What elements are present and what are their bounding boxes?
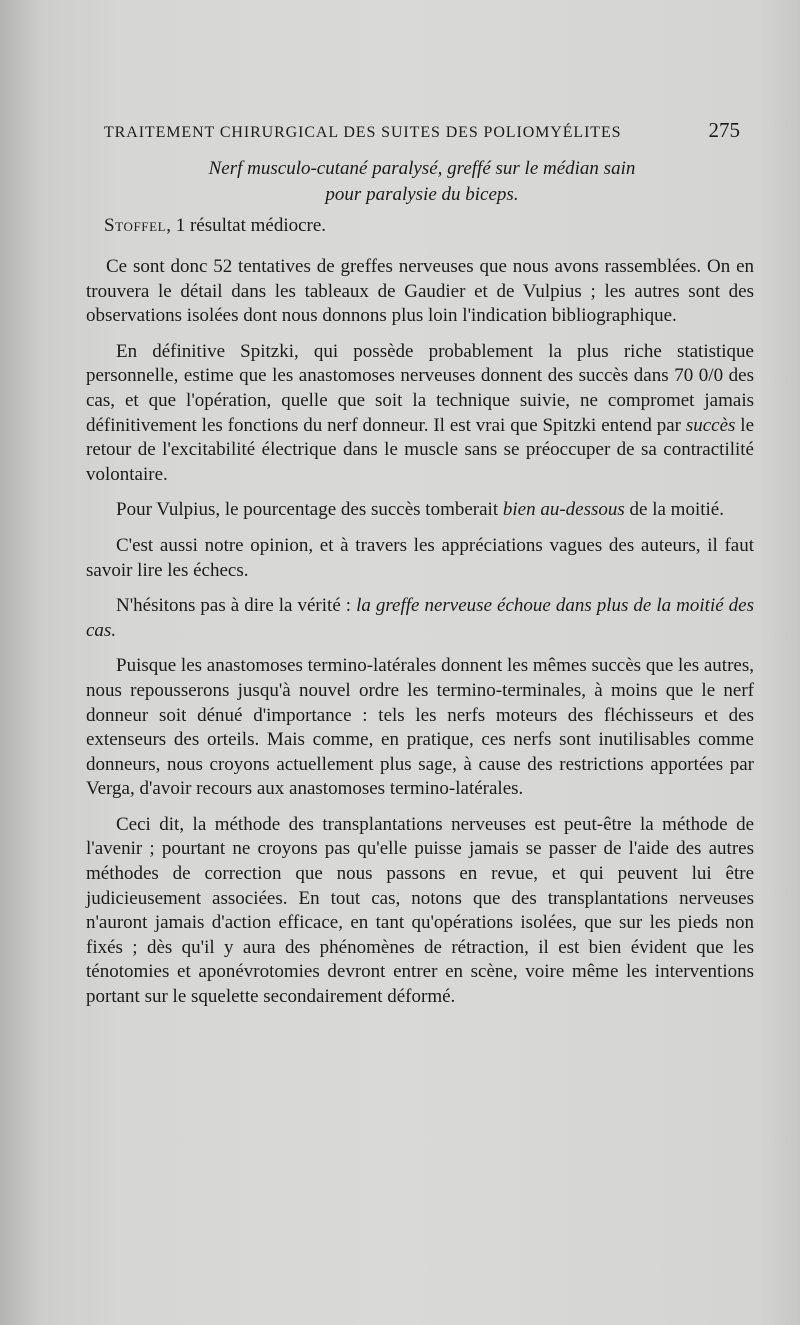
running-title: TRAITEMENT CHIRURGICAL DES SUITES DES POLIOMYÉLITES xyxy=(104,124,622,141)
p2-text-a: En définitive Spitzki, qui possède probablement la plus riche statistique personnelle, estime que les anastomoses nerveuses donnent des succès dans 70 0/0 des cas, et que l'opération, quelle que soit la technique suivie, ne compromet jamais définitivement les fonctions du nerf donneur. Il est vrai que Spitzki entend par xyxy=(86,340,754,436)
author-result: , 1 résultat médiocre. xyxy=(166,215,327,236)
body-text xyxy=(86,255,754,1021)
page-number: 275 xyxy=(708,118,740,142)
subtitle-line-2: pour paralysie du biceps. xyxy=(325,184,519,205)
paragraph-7: Ceci dit, la méthode des transplantations nerveuses est peut-être la méthode de l'avenir ; pourtant ne croyons pas qu'elle puisse jamais se passer de l'aide des autres méthodes de correction que nous passons en revue, et qui peuvent lui être judicieusement associées. En tout cas, notons que des transplantations nerveuses n'auront jamais d'action efficace, en tant qu'opérations isolées, que sur les pieds non fixés ; dès qu'il y aura des phénomènes de rétraction, il est bien évident que les ténotomies et aponévrotomies devront entrer en scène, voire même les interventions portant sur le squelette secondairement déformé. xyxy=(86,813,754,1008)
paragraph-3 xyxy=(86,498,754,523)
p3-text-a: Pour Vulpius, le pourcentage des succès tomberait xyxy=(116,499,503,521)
p3-emphasis: bien au-dessous xyxy=(502,499,625,521)
p2-emphasis: succès xyxy=(685,414,736,436)
p5-text-a: N'hésitons pas à dire la vérité : xyxy=(116,595,357,617)
paragraph-6: Puisque les anastomoses termino-latérales donnent les mêmes succès que les autres, nous repousserons jusqu'à nouvel ordre les termino-terminales, à moins que le nerf donneur soit dénué d'importance : tels les nerfs moteurs des fléchisseurs et des extenseurs des orteils. Mais comme, en pratique, ces nerfs sont inutilisables comme donneurs, nous croyons actuellement plus sage, à cause des restrictions apportées par Verga, d'avoir recours aux anastomoses termino-latérales. xyxy=(86,655,754,800)
subtitle-line-1: Nerf musculo-cutané paralysé, greffé sur le médian sain xyxy=(208,158,636,179)
paragraph-2 xyxy=(86,340,754,488)
paragraph-4: C'est aussi notre opinion, et à travers les appréciations vagues des auteurs, il faut savoir lire les échecs. xyxy=(86,534,754,581)
author-name: Stoffel xyxy=(104,215,167,236)
page-header xyxy=(104,118,740,143)
paragraph-1: Ce sont donc 52 tentatives de greffes nerveuses que nous avons rassemblées. On en trouvera le détail dans les tableaux de Gaudier et de Vulpius ; les autres sont des observations isolées dont nous donnons plus loin l'indication bibliographique. xyxy=(86,256,754,327)
section-subtitle xyxy=(104,156,740,208)
p5-emphasis: la greffe nerveuse échoue dans plus de la moitié des cas. xyxy=(86,595,754,641)
p2-text-b: le retour de l'excitabilité électrique dans le muscle sans se préoccuper de sa contractilité volontaire. xyxy=(86,414,754,485)
case-result-line xyxy=(104,215,326,237)
p3-text-b: de la moitié. xyxy=(624,499,724,521)
paragraph-5 xyxy=(86,594,754,643)
